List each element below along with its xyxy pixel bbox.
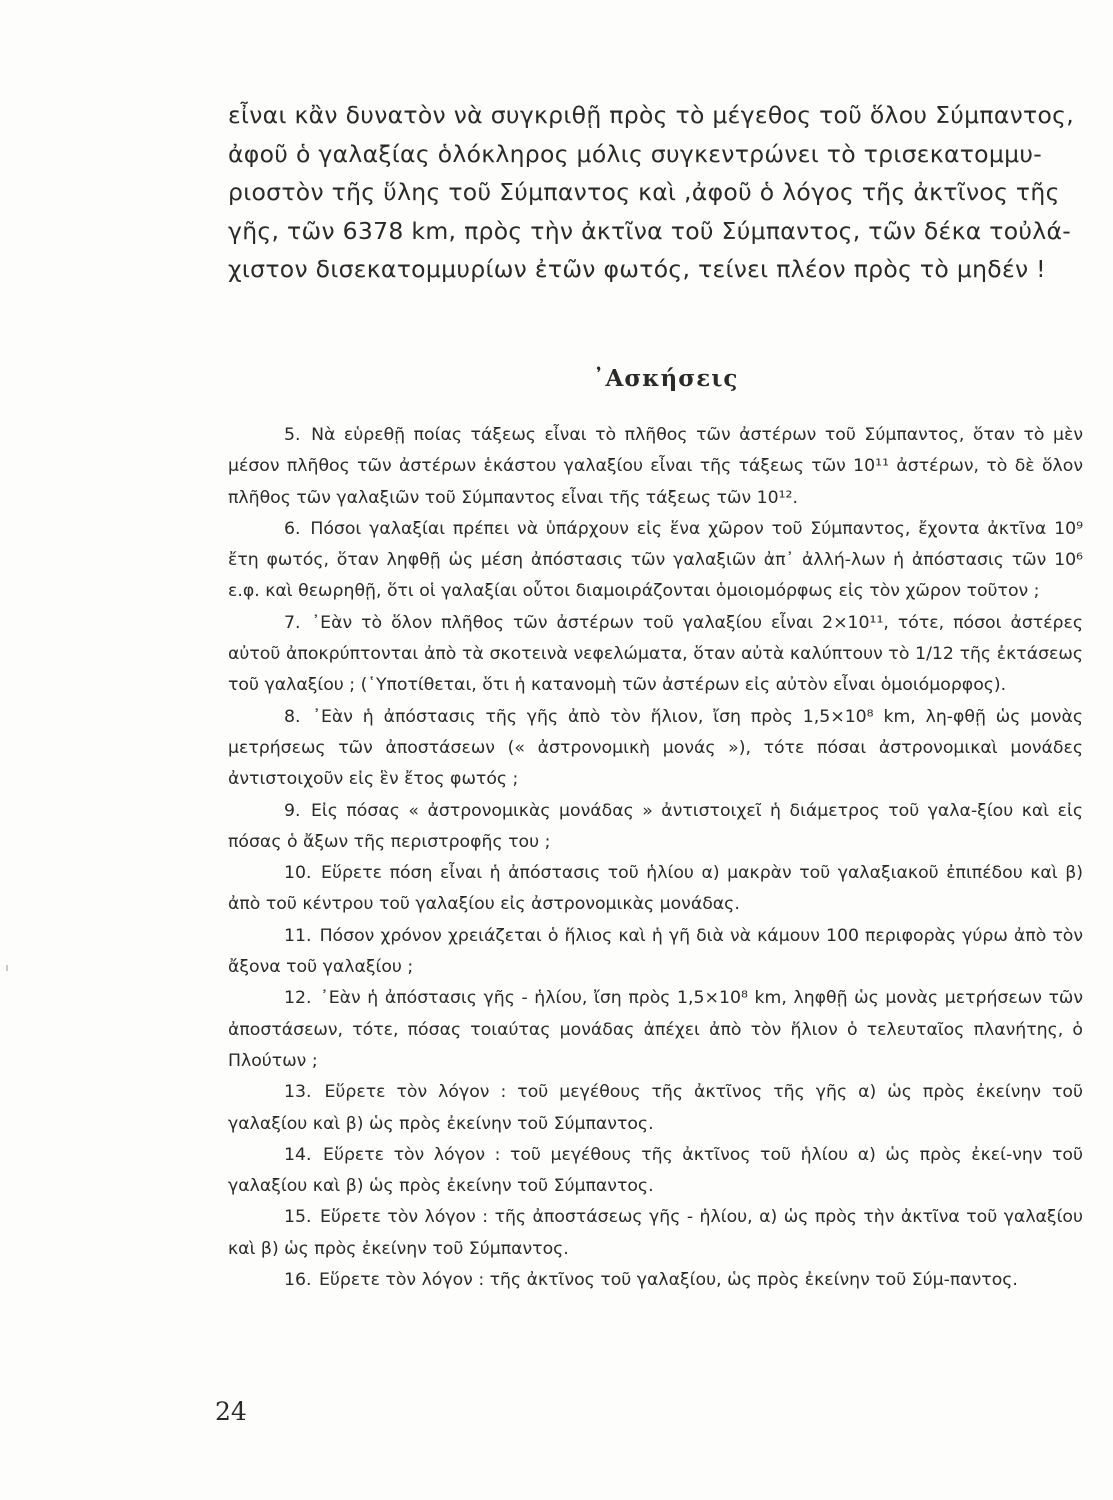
- exercise-text: Εἰς πόσας « ἀστρονομικὰς μονάδας » ἀντιστοιχεῖ ἡ διάμετρος τοῦ γαλα-ξίου καὶ εἰς πόσας ὁ ἄξων τῆς περιστροφῆς του ;: [228, 800, 1083, 852]
- section-heading: ᾿Ασκήσεις: [593, 365, 739, 392]
- exercise-text: Εὕρετε πόση εἶναι ἡ ἀπόστασις τοῦ ἡλίου α) μακρὰν τοῦ γαλαξιακοῦ ἐπιπέδου καὶ β) ἀπὸ τοῦ κέντρου τοῦ γαλαξίου εἰς ἀστρονομικὰς μονάδας.: [228, 863, 1083, 915]
- exercise-number: 5.: [284, 425, 301, 445]
- exercise-text: Πόσοι γαλαξίαι πρέπει νὰ ὑπάρχουν εἰς ἕνα χῶρον τοῦ Σύμπαντος, ἔχοντα ἀκτῖνα 10⁹ ἔτη φωτός, ὅταν ληφθῇ ὡς μέση ἀπόστασις τῶν γαλαξιῶν ἀπ᾿ ἀλλή-λων ἡ ἀπόστασις τῶν 10⁶ ε.φ. καὶ θεωρηθῇ, ὅτι οἱ γαλαξίαι οὗτοι διαμοιράζονται ὁμοιομόρφως εἰς τὸν χῶρον τοῦτον ;: [228, 518, 1083, 602]
- exercise-item: [228, 1077, 1083, 1140]
- scan-speck: [6, 965, 8, 971]
- exercise-text: Εὕρετε τὸν λόγον : τῆς ἀκτῖνος τοῦ γαλαξίου, ὡς πρὸς ἐκείνην τοῦ Σύμ-παντος.: [318, 1270, 1018, 1291]
- exercise-item: [228, 1140, 1083, 1203]
- exercise-item: [228, 983, 1083, 1077]
- exercise-number: 15.: [284, 1207, 312, 1228]
- exercise-text: Εὕρετε τὸν λόγον : τοῦ μεγέθους τῆς ἀκτῖνος τῆς γῆς α) ὡς πρὸς ἐκείνην τοῦ γαλαξίου καὶ β) ὡς πρὸς ἐκείνην τοῦ Σύμπαντος.: [228, 1082, 1083, 1134]
- exercise-item: [228, 702, 1083, 796]
- exercise-number: 13.: [284, 1082, 312, 1103]
- exercise-text: ᾿Εὰν ἡ ἀπόστασις τῆς γῆς ἀπὸ τὸν ἥλιον, ἴση πρὸς 1,5×10⁸ km, λη-φθῇ ὡς μονὰς μετρήσεως τῶν ἀποστάσεων (« ἀστρονομικὴ μονάς »), τότε πόσαι ἀστρονομικαὶ μονάδες ἀντιστοιχοῦν εἰς ἓν ἔτος φωτός ;: [228, 706, 1083, 790]
- intro-line: ριοστὸν τῆς ὕλης τοῦ Σύμπαντος καὶ ,ἀφοῦ ὁ λόγος τῆς ἀκτῖνος τῆς: [228, 178, 1060, 206]
- exercise-number: 6.: [284, 518, 301, 539]
- exercise-text: ᾿Εὰν τὸ ὅλον πλῆθος τῶν ἀστέρων τοῦ γαλαξίου εἶναι 2×10¹¹, τότε, πόσοι ἀστέρες αὐτοῦ ἀποκρύπτονται ἀπὸ τὰ σκοτεινὰ νεφελώματα, ὅταν αὐτὰ καλύπτουν τὸ 1/12 τῆς ἐκτάσεως τοῦ γαλαξίου ; (῾Υποτίθεται, ὅτι ἡ κατανομὴ τῶν ἀστέρων εἰς αὐτὸν εἶναι ὁμοιόμορφος).: [228, 612, 1083, 696]
- exercise-text: Νὰ εὑρεθῇ ποίας τάξεως εἶναι τὸ πλῆθος τῶν ἀστέρων τοῦ Σύμπαντος, ὅταν τὸ μὲν μέσον πλῆθος τῶν ἀστέρων ἑκάστου γαλαξίου εἶναι τῆς τάξεως τῶν 10¹¹ ἀστέρων, τὸ δὲ ὅλον πλῆθος τῶν γαλαξιῶν τοῦ Σύμπαντος εἶναι τῆς τάξεως τῶν 10¹².: [228, 425, 1084, 508]
- intro-line: εἶναι κἂν δυνατὸν νὰ συγκριθῇ πρὸς τὸ μέγεθος τοῦ ὅλου Σύμπαντος,: [228, 101, 1075, 129]
- exercise-text: Πόσον χρόνον χρειάζεται ὁ ἥλιος καὶ ἡ γῆ διὰ νὰ κάμουν 100 περιφορὰς γύρω ἀπὸ τὸν ἄξονα τοῦ γαλαξίου ;: [228, 925, 1083, 978]
- intro-line: ἀφοῦ ὁ γαλαξίας ὁλόκληρος μόλις συγκεντρώνει τὸ τρισεκατομμυ-: [228, 139, 1043, 168]
- exercise-number: 7.: [284, 612, 301, 633]
- exercise-item: [228, 514, 1083, 608]
- exercise-text: Εὕρετε τὸν λόγον : τῆς ἀποστάσεως γῆς - ἡλίου, α) ὡς πρὸς τὴν ἀκτῖνα τοῦ γαλαξίου καὶ β) ὡς πρὸς ἐκείνην τοῦ Σύμπαντος.: [228, 1207, 1083, 1259]
- exercise-number: 11.: [284, 925, 312, 946]
- exercise-number: 9.: [284, 800, 301, 821]
- exercise-item: [228, 1265, 1083, 1296]
- exercise-text: ᾿Εὰν ἡ ἀπόστασις γῆς - ἡλίου, ἴση πρὸς 1,5×10⁸ km, ληφθῇ ὡς μονὰς μετρήσεων τῶν ἀποστάσεων, τότε, πόσας τοιαύτας μονάδας ἀπέχει ἀπὸ τὸν ἥλιον ὁ τελευταῖος πλανήτης, ὁ Πλούτων ;: [228, 988, 1083, 1071]
- exercise-item: [228, 858, 1083, 921]
- exercise-list: [228, 420, 1083, 1296]
- exercise-number: 8.: [284, 706, 301, 727]
- exercise-number: 16.: [284, 1270, 312, 1291]
- exercise-number: 10.: [284, 863, 312, 884]
- exercise-item: [228, 1202, 1083, 1265]
- exercise-item: [228, 921, 1083, 984]
- exercise-text: Εὕρετε τὸν λόγον : τοῦ μεγέθους τῆς ἀκτῖνος τοῦ ἡλίου α) ὡς πρὸς ἐκεί-νην τοῦ γαλαξίου καὶ β) ὡς πρὸς ἐκείνην τοῦ Σύμπαντος.: [228, 1144, 1083, 1197]
- intro-paragraph: [228, 96, 1088, 289]
- exercise-item: [228, 608, 1083, 702]
- exercise-item: [228, 420, 1083, 514]
- intro-line: χιστον δισεκατομμυρίων ἐτῶν φωτός, τείνει πλέον πρὸς τὸ μηδέν !: [228, 255, 1046, 283]
- exercise-number: 12.: [284, 988, 312, 1009]
- exercise-number: 14.: [284, 1144, 312, 1165]
- page-number: 24: [215, 1397, 247, 1426]
- exercise-item: [228, 796, 1083, 859]
- intro-line: γῆς, τῶν 6378 km, πρὸς τὴν ἀκτῖνα τοῦ Σύμπαντος, τῶν δέκα τοὐλά-: [228, 216, 1072, 245]
